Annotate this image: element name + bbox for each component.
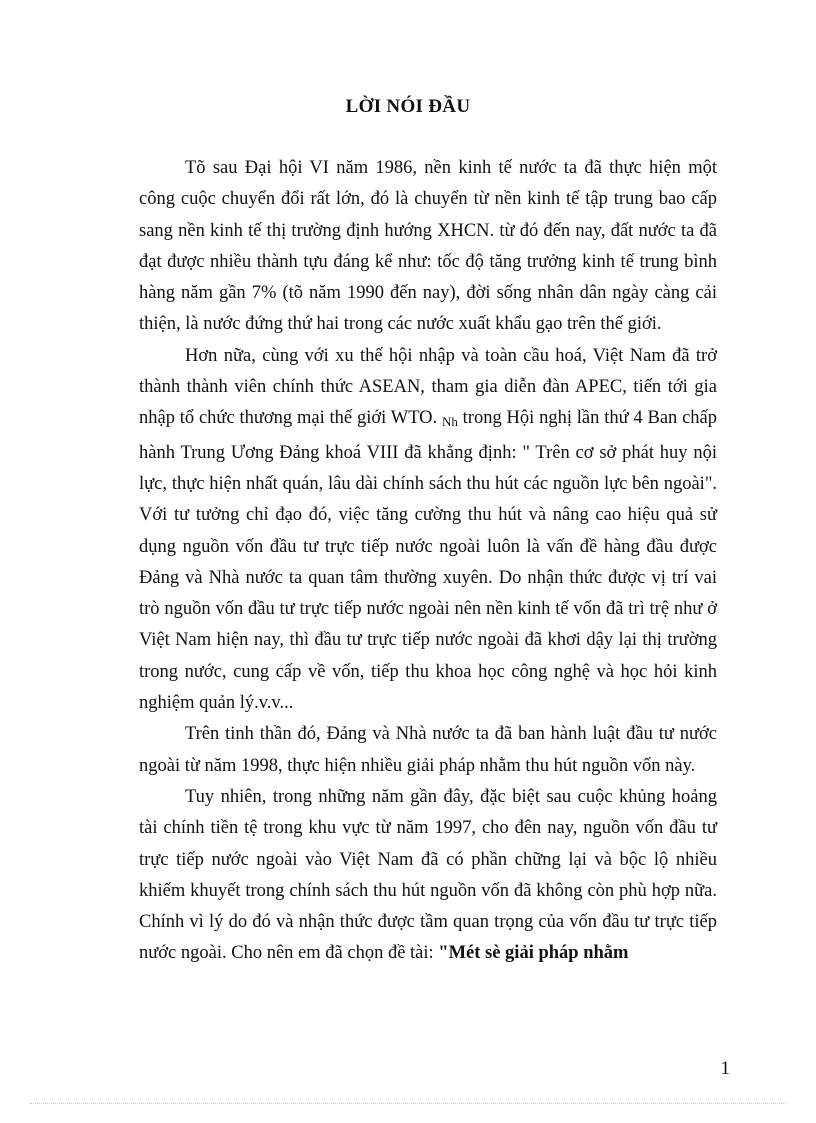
paragraph-2-text-start: Hơn nữa, cùng với xu thế hội nhập và toàn cầu hoá, Việt Nam đã trở thành thành viên chính thức ASEAN, tham gia diễn đàn APEC, tiến tới gia nhập tổ chức thương mại thế giới WTO. [139,345,717,429]
page-bottom-divider [30,1103,786,1104]
page-number: 1 [720,1058,730,1079]
paragraph-2 [139,341,717,720]
inline-small-text: Nh [441,414,458,430]
page-title: LỜI NÓI ĐẦU [345,96,471,117]
paragraph-4-text: Tuy nhiên, trong những năm gần đây, đặc biệt sau cuộc khủng hoảng tài chính tiền tệ trong khu vực từ năm 1997, cho đên nay, nguồn vốn đầu tư trực tiếp nước ngoài vào Việt Nam đã có phần chững lại và bộc lộ nhiều khiếm khuyết trong chính sách thu hút nguồn vốn đã không còn phù hợp nữa. Chính vì lý do đó và nhận thức được tầm quan trọng của vốn đầu tư trực tiếp nước ngoài. Cho nên em đã chọn đề tài: [139,786,717,964]
document-body [139,153,717,970]
paragraph-2-text-end: trong Hội nghị lần thứ 4 Ban chấp hành Trung Ương Đảng khoá VIII đã khẳng định: " Trên cơ sở phát huy nội lực, thực hiện nhất quán, lâu dài chính sách thu hút các nguồn lực bên ngoài". Với tư tưởng chỉ đạo đó, việc tăng cường thu hút và nâng cao hiệu quả sử dụng nguồn vốn đầu tư trực tiếp nước ngoài luôn là vấn đề hàng đầu được Đảng và Nhà nước ta quan tâm thường xuyên. Do nhận thức được vị trí vai trò nguồn vốn đầu tư trực tiếp nước ngoài nên nền kinh tế vốn đã trì trệ như ở Việt Nam hiện nay, thì đầu tư trực tiếp nước ngoài đã khơi dậy lại thị trường trong nước, cung cấp về vốn, tiếp thu khoa học công nghệ và học hỏi kinh nghiệm quản lý.v.v... [139,408,718,714]
topic-title-bold: "Mét sè giải pháp nhằm [438,943,629,964]
paragraph-3: Trên tinh thần đó, Đảng và Nhà nước ta đã ban hành luật đầu tư nước ngoài từ năm 1998, thực hiện nhiều giải pháp nhằm thu hút nguồn vốn này. [139,724,717,776]
paragraph-4 [139,782,717,970]
paragraph-1: Tõ sau Đại hội VI năm 1986, nền kinh tế nước ta đã thực hiện một công cuộc chuyển đổi rất lớn, đó là chuyển từ nền kinh tế tập trung bao cấp sang nền kinh tế thị trường định hướng XHCN. từ đó đến nay, đất nước ta đã đạt được nhiều thành tựu đáng kể như: tốc độ tăng trưởng kinh tế trung bình hàng năm gần 7% (tõ năm 1990 đến nay), đời sống nhân dân ngày càng cải thiện, là nước đứng thứ hai trong các nước xuất khẩu gạo trên thế giới. [139,158,717,335]
